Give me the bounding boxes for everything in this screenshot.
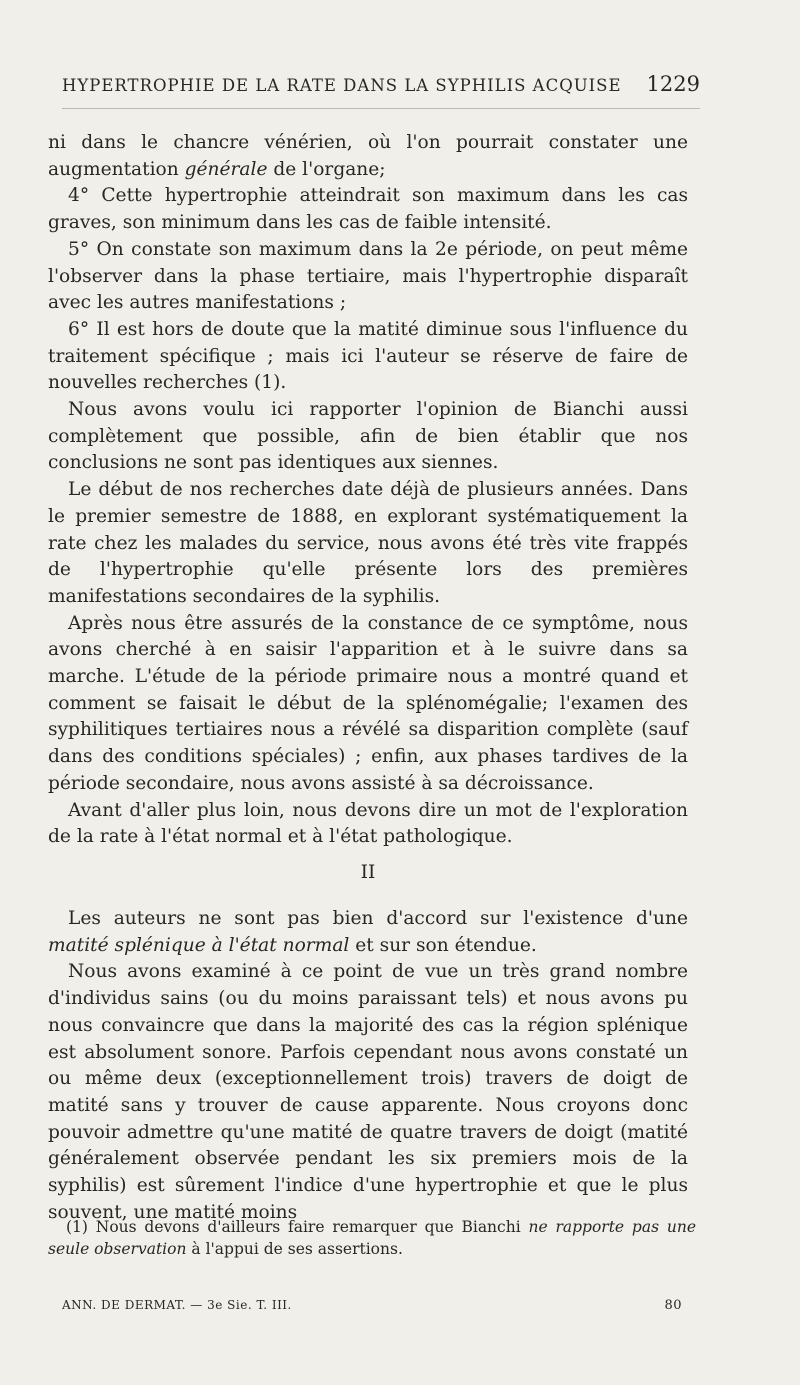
text-run: Avant d'aller plus loin, nous devons dire un mot de l'exploration de la rate à l'état normal et à l'état pathologique. (48, 799, 688, 848)
text-run: de l'organe; (267, 158, 386, 180)
footnote (48, 1216, 696, 1260)
header-rule (62, 108, 700, 109)
running-head (62, 72, 700, 96)
paragraph (48, 183, 688, 236)
body-text-part2 (48, 906, 688, 1226)
paragraph (48, 798, 688, 851)
paragraph (48, 397, 688, 477)
text-run: et sur son étendue. (349, 934, 537, 956)
text-run: Les auteurs ne sont pas bien d'accord sur l'existence d'une (68, 908, 688, 929)
paragraph (48, 317, 688, 397)
body-text-part1 (48, 130, 688, 851)
paragraph (48, 959, 688, 1226)
text-run: 6° Il est hors de doute que la matité diminue sous l'influence du traitement spécifique ; mais ici l'auteur se réserve de faire de nouvelles recherches (1). (48, 318, 688, 394)
text-run: Nous avons examiné à ce point de vue un très grand nombre d'individus sains (ou du moins paraissant tels) et nous avons pu nous convaincre que dans la majorité des cas la région splénique est absolument sonore. Parfois cependant nous avons constaté un ou même deux (exceptionnellement trois) travers de doigt de matité sans y trouver de cause apparente. Nous croyons donc pouvoir admettre qu'une matité de quatre travers de doigt (matité généralement observée pendant les six premiers mois de la syphilis) est sûrement l'indice d'une hypertrophie et que le plus souvent, une matité moins (48, 961, 688, 1223)
paragraph (48, 906, 688, 959)
signature-sheet-number: 80 (664, 1298, 682, 1313)
section-heading: II (360, 862, 376, 883)
paragraph (48, 477, 688, 611)
italic-run: générale (184, 158, 268, 180)
paragraph (48, 130, 688, 183)
paragraph (48, 611, 688, 798)
italic-run: matité splénique à l'état normal (48, 934, 350, 956)
text-run: (1) Nous devons d'ailleurs faire remarquer que Bianchi (66, 1218, 529, 1236)
text-run: ni dans le chancre vénérien, où l'on pourrait constater une augmentation (48, 132, 688, 180)
signature-line (62, 1298, 682, 1313)
italic-run: ne rapporte pas une seule observation (48, 1218, 696, 1258)
page-number: 1229 (646, 72, 700, 96)
running-title: HYPERTROPHIE DE LA RATE DANS LA SYPHILIS ACQUISE (62, 76, 622, 95)
text-run: 5° On constate son maximum dans la 2e période, on peut même l'observer dans la phase tertiaire, mais l'hypertrophie disparaît avec les autres manifestations ; (48, 238, 688, 314)
signature-journal: ANN. DE DERMAT. — 3e Sie. T. III. (62, 1298, 292, 1312)
text-run: 4° Cette hypertrophie atteindrait son maximum dans les cas graves, son minimum dans les cas de faible intensité. (48, 185, 688, 234)
text-run: Le début de nos recherches date déjà de plusieurs années. Dans le premier semestre de 1888, en explorant systématiquement la rate chez les malades du service, nous avons été très vite frappés de l'hypertrophie qu'elle présente lors des premières manifestations secondaires de la syphilis. (48, 479, 688, 607)
footnote-text (48, 1216, 696, 1260)
text-run: à l'appui de ses assertions. (186, 1240, 403, 1258)
paragraph (48, 237, 688, 317)
text-run: Après nous être assurés de la constance de ce symptôme, nous avons cherché à en saisir l'apparition et à le suivre dans sa marche. L'étude de la période primaire nous a montré quand et comment se faisait le début de la splénomégalie; l'examen des syphilitiques tertiaires nous a révélé sa disparition complète (sauf dans des conditions spéciales) ; enfin, aux phases tardives de la période secondaire, nous avons assisté à sa décroissance. (48, 612, 688, 794)
text-run: Nous avons voulu ici rapporter l'opinion de Bianchi aussi complètement que possible, afin de bien établir que nos conclusions ne sont pas identiques aux siennes. (48, 399, 688, 474)
